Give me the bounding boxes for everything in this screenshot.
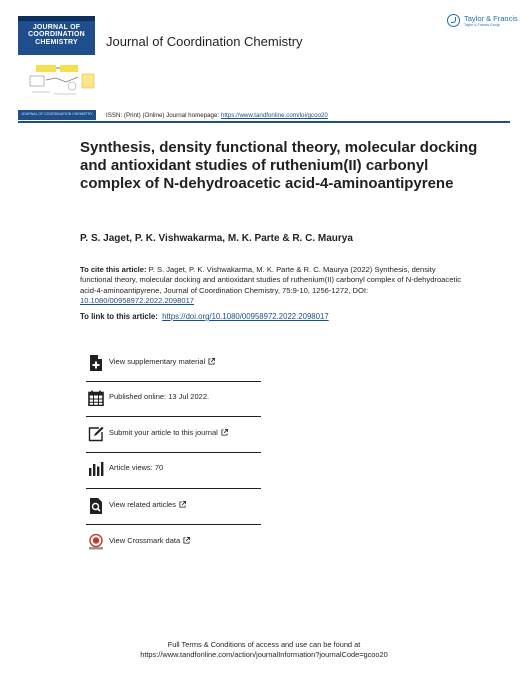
taylor-francis-icon [447, 14, 460, 27]
related-articles-link[interactable] [86, 496, 261, 516]
published-date-row [86, 388, 261, 408]
cover-graphic-image [26, 62, 98, 100]
related-articles-label: View related articles [109, 500, 176, 509]
crossmark-link[interactable] [86, 532, 261, 552]
plus-document-icon [88, 355, 104, 371]
header-divider [18, 121, 510, 123]
external-link-icon [208, 358, 215, 365]
supplementary-material-link[interactable] [86, 353, 261, 373]
article-doi-url[interactable]: https://doi.org/10.1080/00958972.2022.2098017 [162, 312, 329, 321]
cover-strip-label: JOURNAL OF COORDINATION CHEMISTRY [21, 112, 93, 116]
publisher-logo[interactable] [447, 13, 517, 33]
article-views-row [86, 459, 261, 479]
cover-title: JOURNAL OF COORDINATION CHEMISTRY [28, 24, 85, 46]
divider [86, 416, 261, 417]
article-views: Article views: 70 [109, 463, 164, 472]
crossmark-icon [88, 534, 104, 550]
external-link-icon [221, 429, 228, 436]
divider [86, 452, 261, 453]
calendar-icon [88, 390, 104, 406]
journal-cover-thumbnail [18, 16, 95, 55]
bar-chart-icon [88, 461, 104, 477]
search-document-icon [88, 498, 104, 514]
journal-homepage-link[interactable]: https://www.tandfonline.com/loi/gcoo20 [220, 112, 328, 119]
footer-terms [0, 640, 528, 659]
divider [86, 381, 261, 382]
citation-label: To cite this article: [80, 265, 147, 274]
journal-title[interactable]: Journal of Coordination Chemistry [106, 34, 303, 49]
published-date: Published online: 13 Jul 2022. [109, 392, 210, 401]
publisher-name: Taylor & Francis [464, 14, 518, 23]
footer-line-1: Full Terms & Conditions of access and use can be found at [167, 640, 361, 649]
footer-terms-url[interactable]: https://www.tandfonline.com/action/journalInformation?journalCode=gcoo20 [140, 649, 388, 659]
crossmark-label: View Crossmark data [109, 536, 181, 545]
link-label: To link to this article: [80, 312, 160, 321]
article-link-line [80, 312, 329, 321]
submit-article-label: Submit your article to this journal [109, 428, 218, 437]
issn-text: ISSN: (Print) (Online) Journal homepage: [106, 112, 221, 119]
external-link-icon [183, 537, 190, 544]
doi-link[interactable]: 10.1080/00958972.2022.2098017 [80, 295, 195, 305]
issn-line [106, 112, 328, 119]
submit-article-link[interactable] [86, 424, 261, 444]
supplementary-material-label: View supplementary material [109, 357, 206, 366]
publisher-tagline: Taylor & Francis Group [464, 23, 500, 27]
cover-strip-thumbnail [18, 110, 96, 120]
citation-text: P. S. Jaget, P. K. Vishwakarma, M. K. Parte & R. C. Maurya (2022) Synthesis, density functional theory, molecular docking and antioxidant studies of ruthenium(II) carbonyl complex of N-dehydroacetic acid-4-aminoantipyrene, Journal of Coordination Chemistry, 75:9-10, 1256-1272, DOI: [80, 265, 462, 295]
citation-block [80, 265, 465, 306]
divider [86, 488, 261, 489]
article-authors: P. S. Jaget, P. K. Vishwakarma, M. K. Parte & R. C. Maurya [80, 233, 353, 244]
article-title: Synthesis, density functional theory, molecular docking and antioxidant studies of ruthenium(II) carbonyl complex of N-dehydroacetic acid-4-aminoantipyrene [80, 139, 478, 193]
divider [86, 524, 261, 525]
edit-icon [88, 426, 104, 442]
external-link-icon [179, 501, 186, 508]
